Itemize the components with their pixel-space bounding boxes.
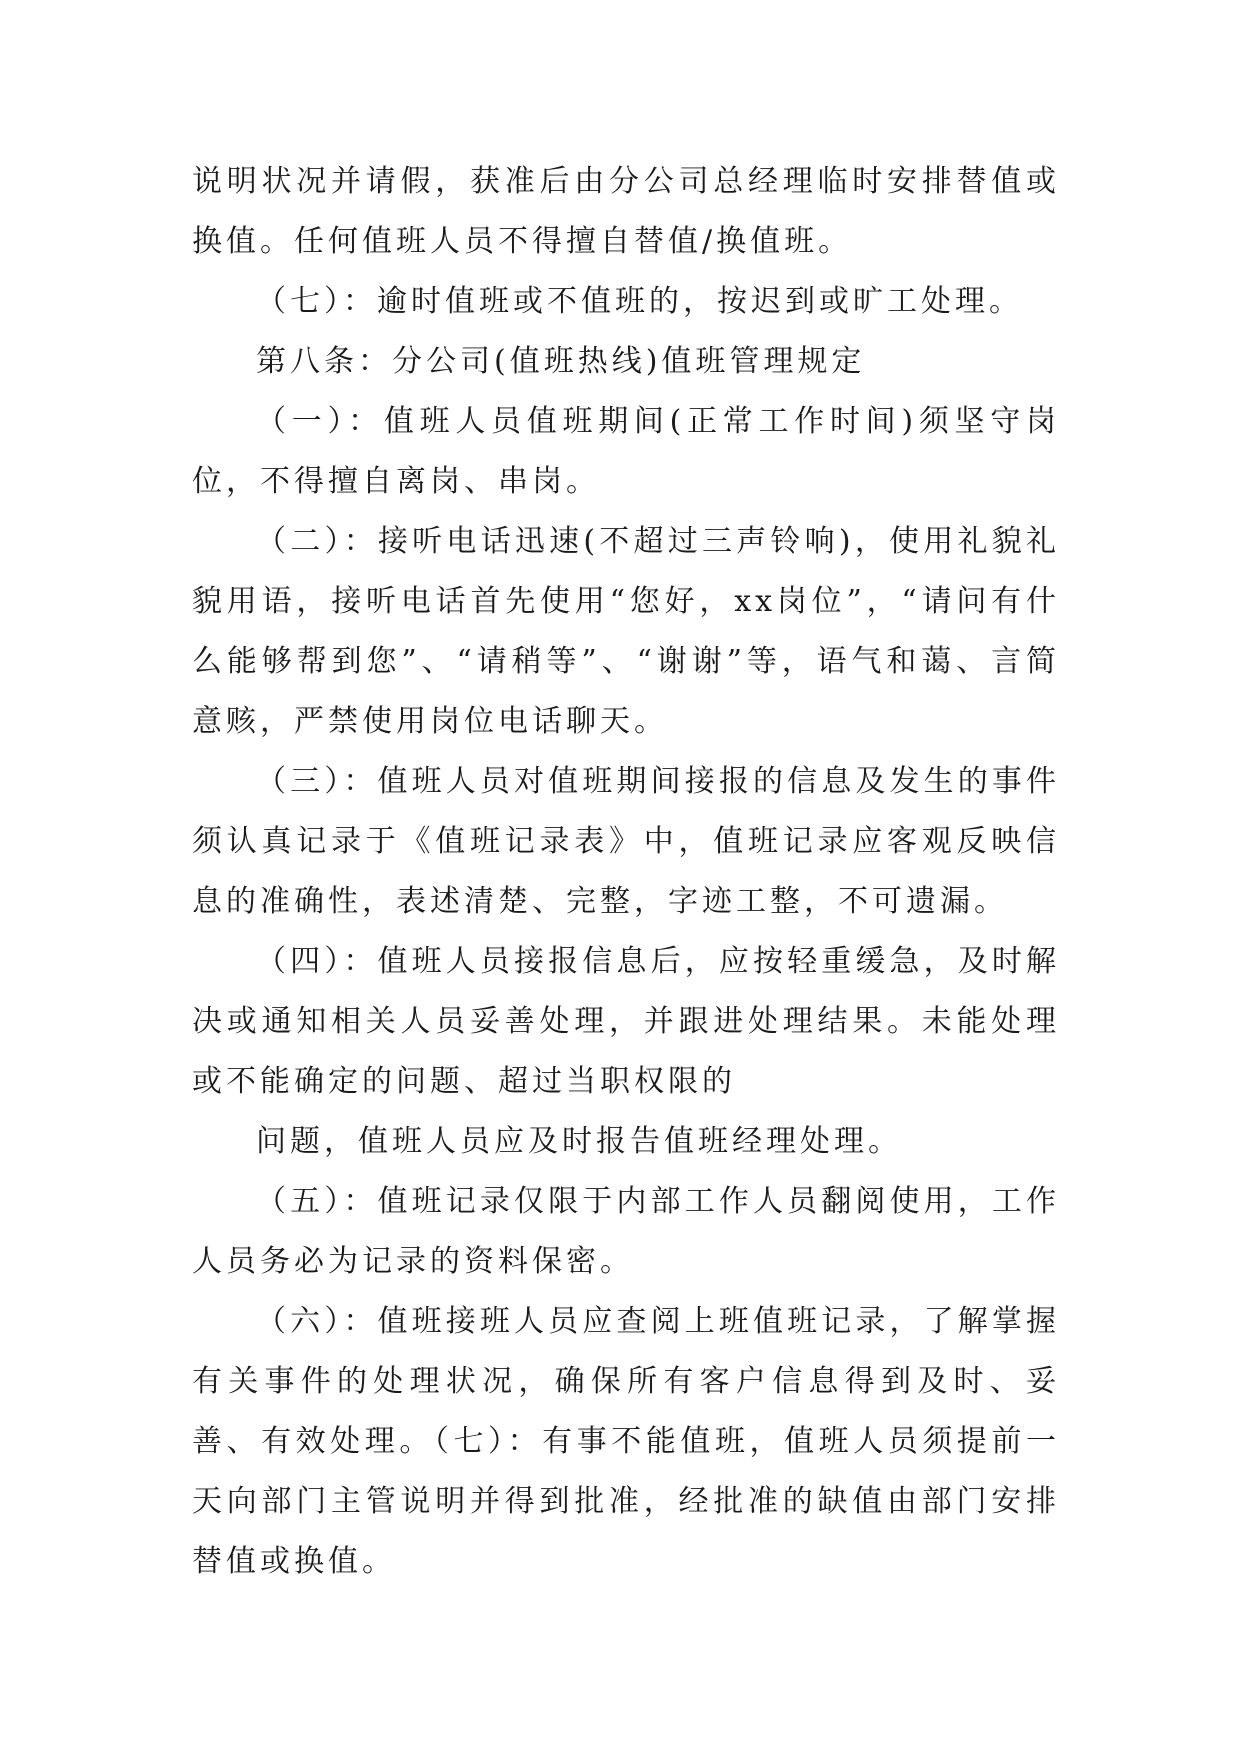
paragraph: 问题，值班人员应及时报告值班经理处理。 — [256, 1124, 902, 1159]
paragraph: （三）：值班人员对值班期间接报的信息及发生的事件须认真记录于《值班记录表》中，值班记录应客观反映信息的准确性，表述清楚、完整，字迹工整，不可遗漏。 — [192, 764, 1060, 919]
section-heading: 第八条：分公司(值班热线)值班管理规定 — [256, 344, 866, 379]
paragraph: （一）：值班人员值班期间(正常工作时间)须坚守岗位，不得擅自离岗、串岗。 — [192, 404, 1060, 499]
paragraph: （四）：值班人员接报信息后，应按轻重缓急，及时解决或通知相关人员妥善处理，并跟进处理结果。未能处理或不能确定的问题、超过当职权限的 — [192, 944, 1060, 1099]
paragraph: （二）：接听电话迅速(不超过三声铃响)，使用礼貌礼貌用语，接听电话首先使用“您好，xx岗位”，“请问有什么能够帮到您”、“请稍等”、“谢谢”等，语气和蔼、言简意赅，严禁使用岗位电话聊天。 — [192, 524, 1060, 739]
paragraph: （七）：逾时值班或不值班的，按迟到或旷工处理。 — [256, 284, 1023, 319]
paragraph: （六）：值班接班人员应查阅上班值班记录，了解掌握有关事件的处理状况，确保所有客户信息得到及时、妥善、有效处理。（七）：有事不能值班，值班人员须提前一天向部门主管说明并得到批准，经批准的缺值由部门安排替值或换值。 — [192, 1304, 1060, 1579]
paragraph: 说明状况并请假，获准后由分公司总经理临时安排替值或换值。任何值班人员不得擅自替值/换值班。 — [192, 164, 1060, 259]
document-body — [192, 152, 1060, 1592]
paragraph: （五）：值班记录仅限于内部工作人员翻阅使用，工作人员务必为记录的资料保密。 — [192, 1184, 1060, 1279]
